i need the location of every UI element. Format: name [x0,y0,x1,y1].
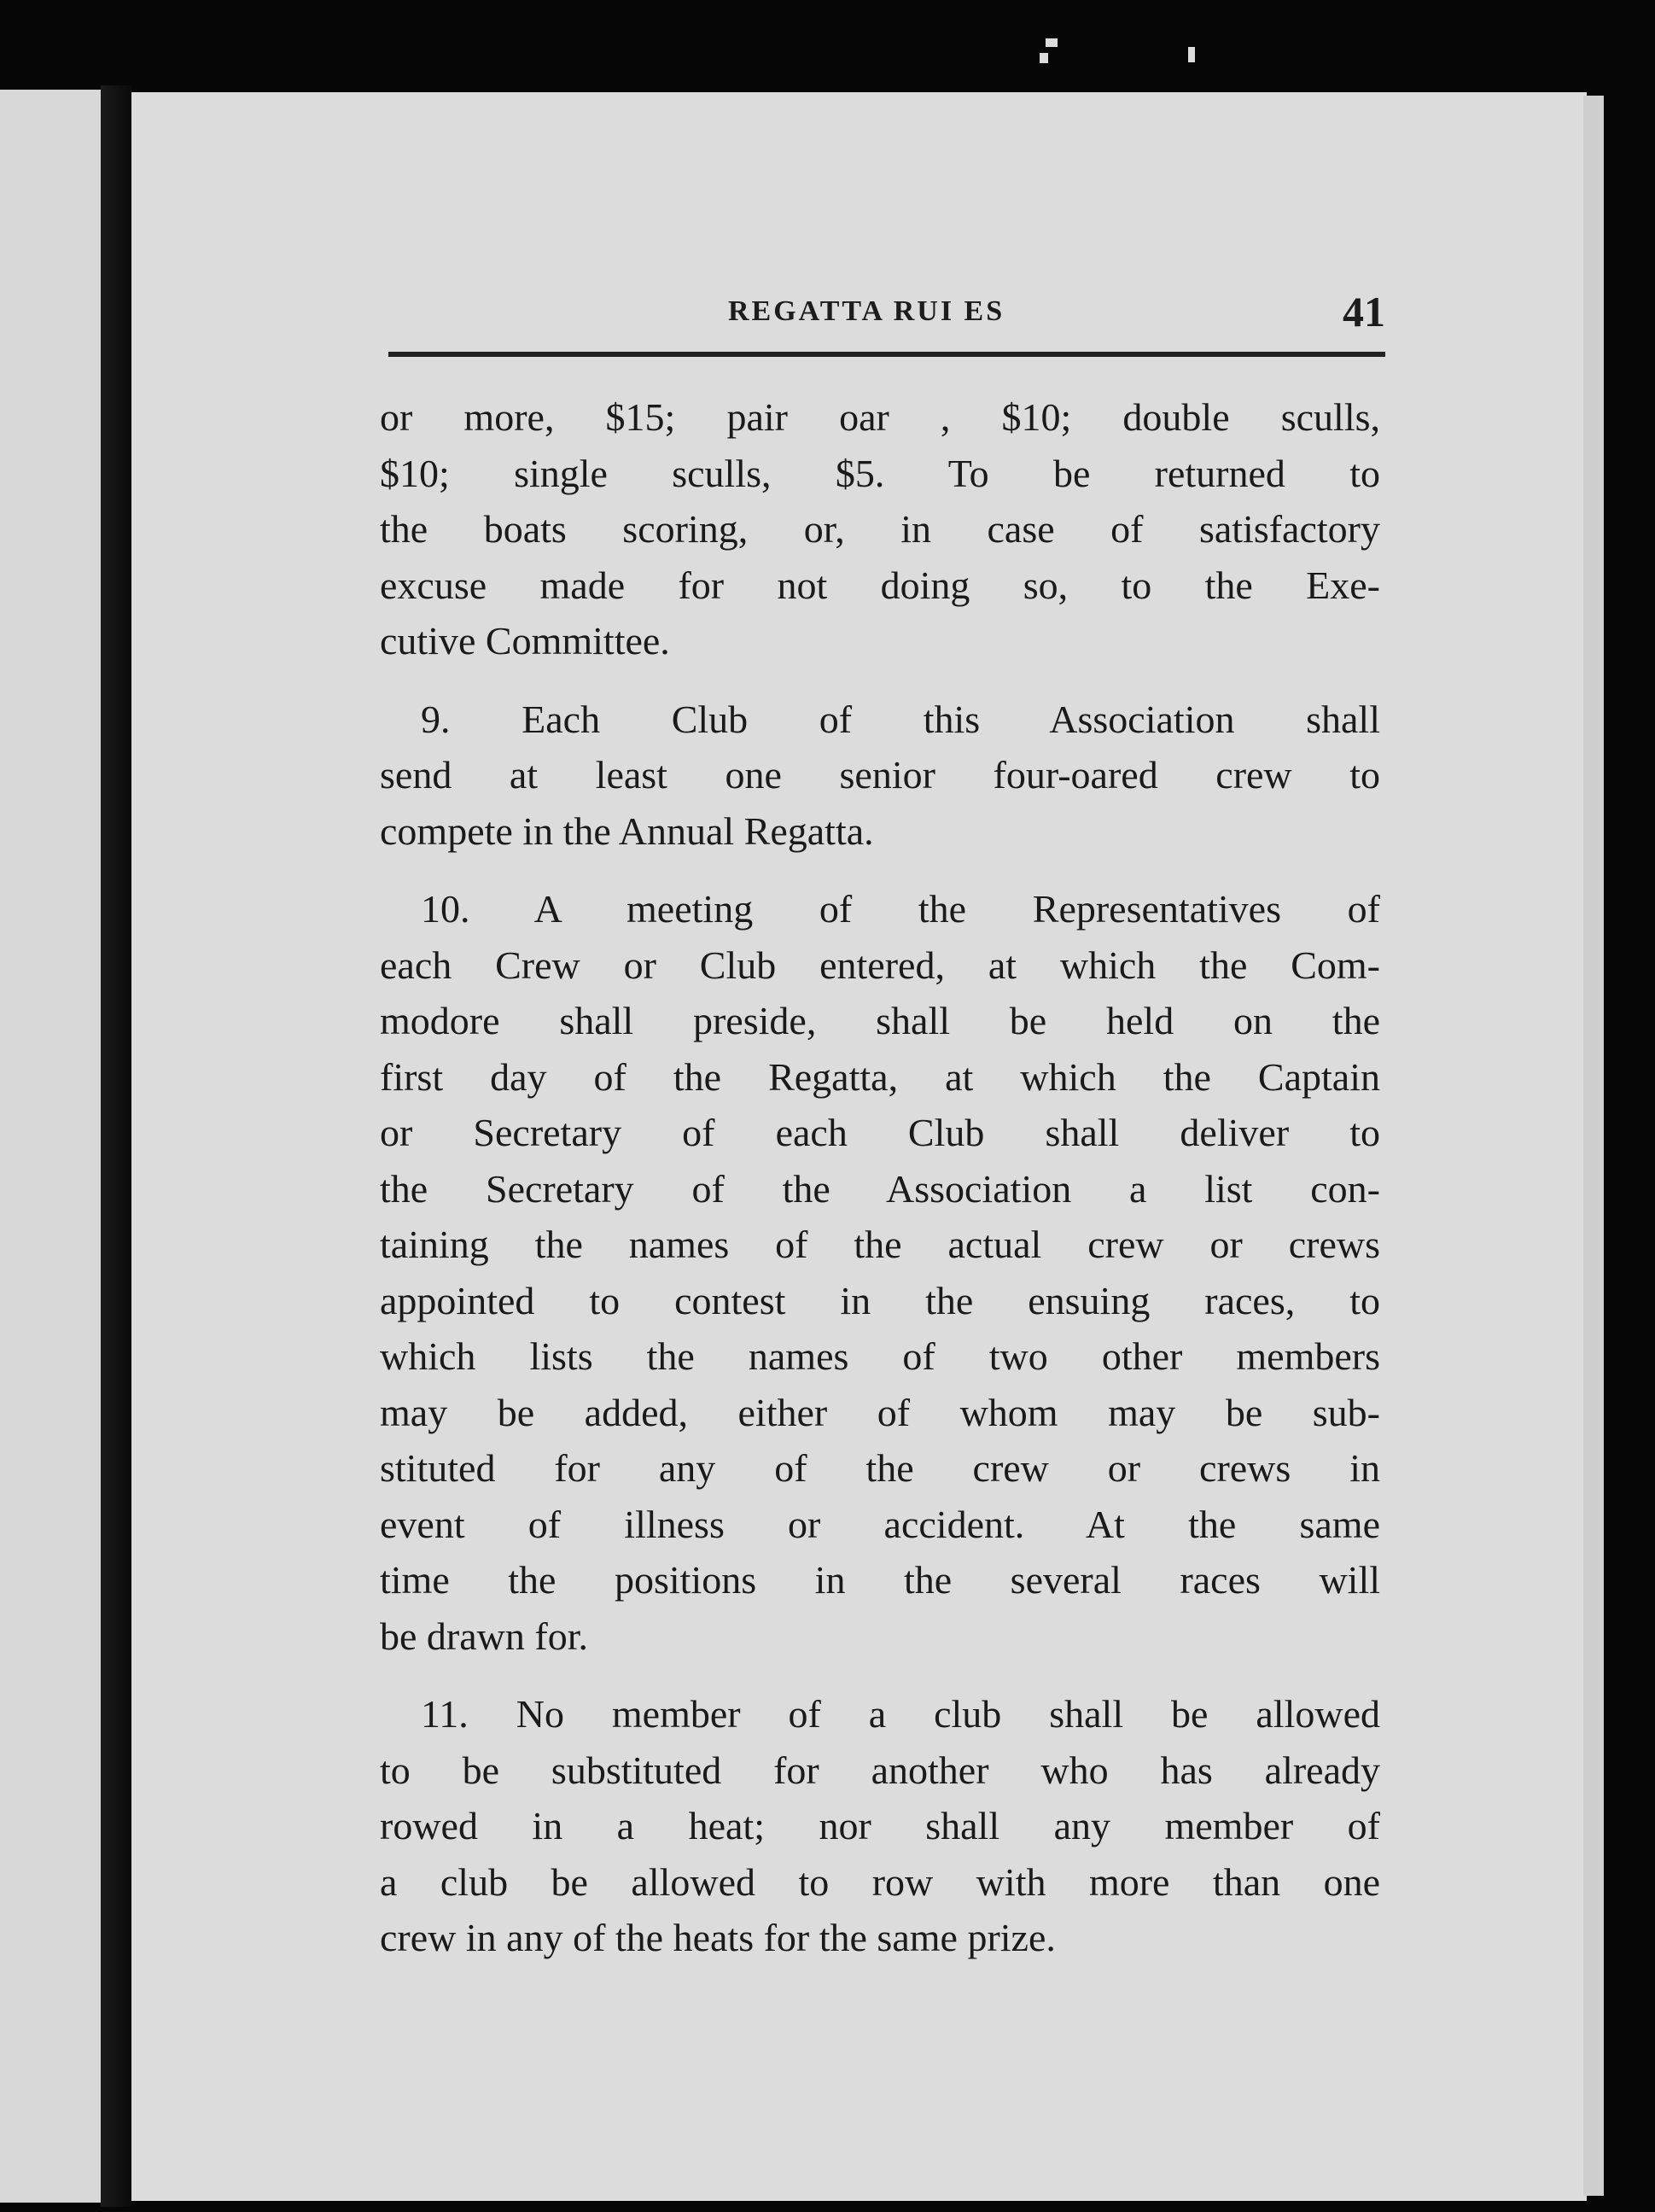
text-line: may be added, either of whom may be sub- [380,1390,1380,1434]
text-line: which lists the names of two other members [380,1334,1380,1378]
text-line: appointed to contest in the ensuing races, to [380,1278,1380,1322]
text-line: be drawn for. [380,1614,588,1658]
running-head [387,283,1385,360]
text-line: 9. Each Club of this Association shall [421,697,1380,741]
text-line: to be substituted for another who has already [380,1748,1380,1792]
text-line: the Secretary of the Association a list con- [380,1166,1380,1211]
text-line: 10. A meeting of the Representatives of [421,887,1380,931]
paragraph [380,881,1380,1664]
gutter-shadow [101,85,131,2207]
running-title: REGATTA RUI ES [728,295,1005,327]
text-line: rowed in a heat; nor shall any member of [380,1804,1380,1847]
text-line: event of illness or accident. At the same [380,1502,1380,1546]
scan-speck [1046,38,1058,47]
text-line: first day of the Regatta, at which the Captain [380,1054,1380,1099]
text-line: $10; single sculls, $5. To be returned to [380,451,1380,495]
text-line: each Crew or Club entered, at which the Com- [380,943,1380,987]
body-text [380,389,1380,1966]
header-rule [388,352,1385,357]
facing-page-edge [0,90,101,2203]
text-line: taining the names of the actual crew or crews [380,1223,1380,1266]
text-line: a club be allowed to row with more than one [380,1859,1380,1904]
text-line: cutive Committee. [380,619,670,662]
page-edge [1583,96,1604,2196]
paragraph [380,692,1380,860]
text-line: time the positions in the several races will [380,1558,1380,1602]
paragraph [380,389,1380,669]
text-line: modore shall preside, shall be held on the [380,999,1380,1042]
text-line: the boats scoring, or, in case of satisfactory [380,507,1380,551]
text-line: 11. No member of a club shall be allowed [421,1692,1380,1736]
text-line: crew in any of the heats for the same prize. [380,1916,1056,1959]
text-line: excuse made for not doing so, to the Exe- [380,563,1380,607]
page-number: 41 [1343,288,1385,336]
text-line: compete in the Annual Regatta. [380,808,874,853]
text-line: or more, $15; pair oar , $10; double sculls, [380,395,1380,439]
scan-speck [1040,53,1048,63]
text-line: or Secretary of each Club shall deliver to [380,1111,1380,1154]
text-line: stituted for any of the crew or crews in [380,1446,1380,1490]
text-line: send at least one senior four-oared crew to [380,753,1380,797]
paragraph [380,1686,1380,1966]
scan-speck [1188,47,1195,62]
